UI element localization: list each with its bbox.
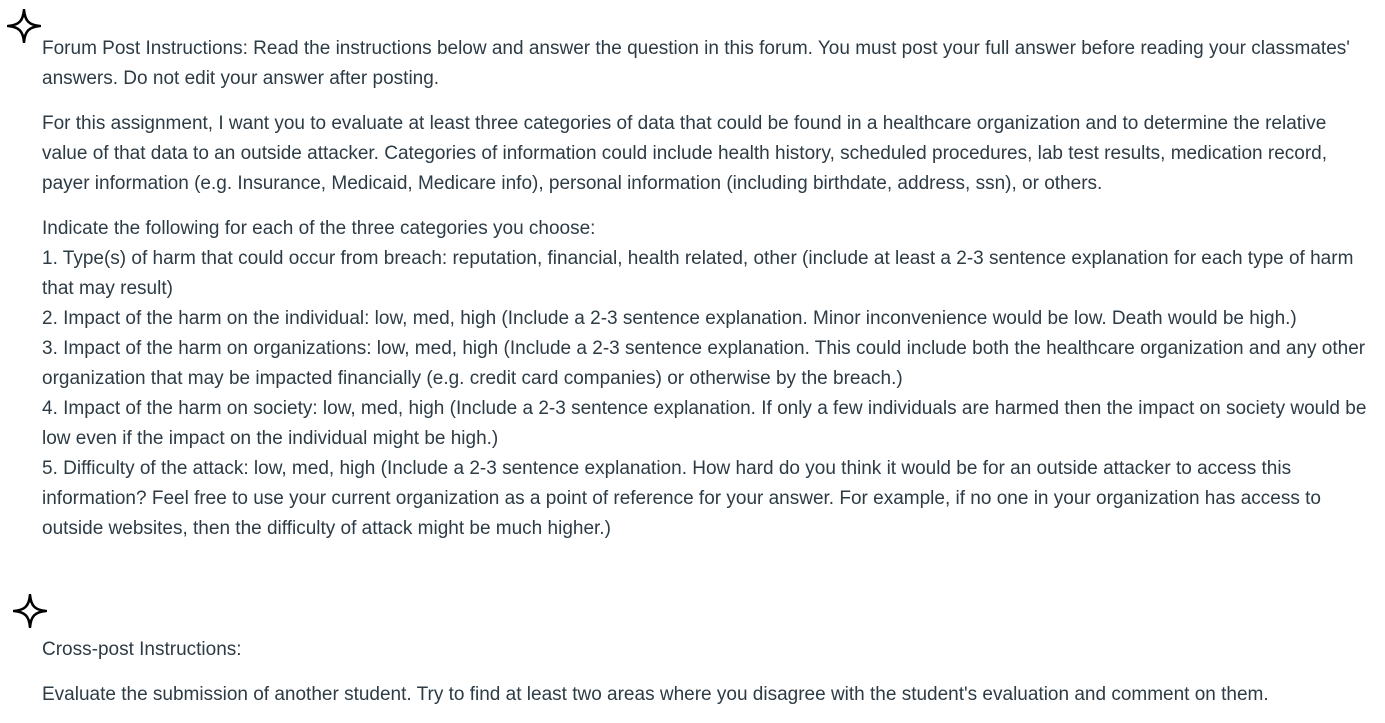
cross-post-body: Evaluate the submission of another student. Try to find at least two areas where you disagree with the student's evaluation and comment on them.	[42, 684, 1269, 705]
forum-intro-text: Forum Post Instructions: Read the instructions below and answer the question in this forum. You must post your full answer before reading your classmates' answers. Do not edit your answer after posting.	[42, 38, 1350, 89]
cross-post-section	[42, 635, 1372, 710]
list-item: 5. Difficulty of the attack: low, med, high (Include a 2-3 sentence explanation. How hard do you think it would be for an outside attacker to access this information? Feel free to use your current organization as a point of reference for your answer. For example, if no one in your organization has access to outside websites, then the difficulty of attack might be much higher.)	[42, 458, 1321, 539]
cross-post-title: Cross-post Instructions:	[42, 639, 242, 660]
list-item: 4. Impact of the harm on society: low, med, high (Include a 2-3 sentence explanation. If only a few individuals are harmed then the impact on society would be low even if the impact on the individual might be high.)	[42, 398, 1367, 449]
four-point-star-icon	[7, 9, 41, 43]
forum-instructions-section	[42, 34, 1372, 544]
assignment-text: For this assignment, I want you to evaluate at least three categories of data that could be found in a healthcare organization and to determine the relative value of that data to an outside attacker. Categories of information could include health history, scheduled procedures, lab test results, medication record, payer information (e.g. Insurance, Medicaid, Medicare info), personal information (including birthdate, address, ssn), or others.	[42, 113, 1327, 194]
list-item: 1. Type(s) of harm that could occur from breach: reputation, financial, health related, other (include at least a 2-3 sentence explanation for each type of harm that may result)	[42, 248, 1354, 299]
indicate-heading: Indicate the following for each of the three categories you choose:	[42, 218, 596, 239]
list-item: 3. Impact of the harm on organizations: low, med, high (Include a 2-3 sentence explanation. This could include both the healthcare organization and any other organization that may be impacted financially (e.g. credit card companies) or otherwise by the breach.)	[42, 338, 1366, 389]
list-item: 2. Impact of the harm on the individual: low, med, high (Include a 2-3 sentence explanation. Minor inconvenience would be low. Death would be high.)	[42, 308, 1297, 329]
criteria-list	[42, 244, 1372, 544]
four-point-star-icon	[13, 594, 47, 628]
